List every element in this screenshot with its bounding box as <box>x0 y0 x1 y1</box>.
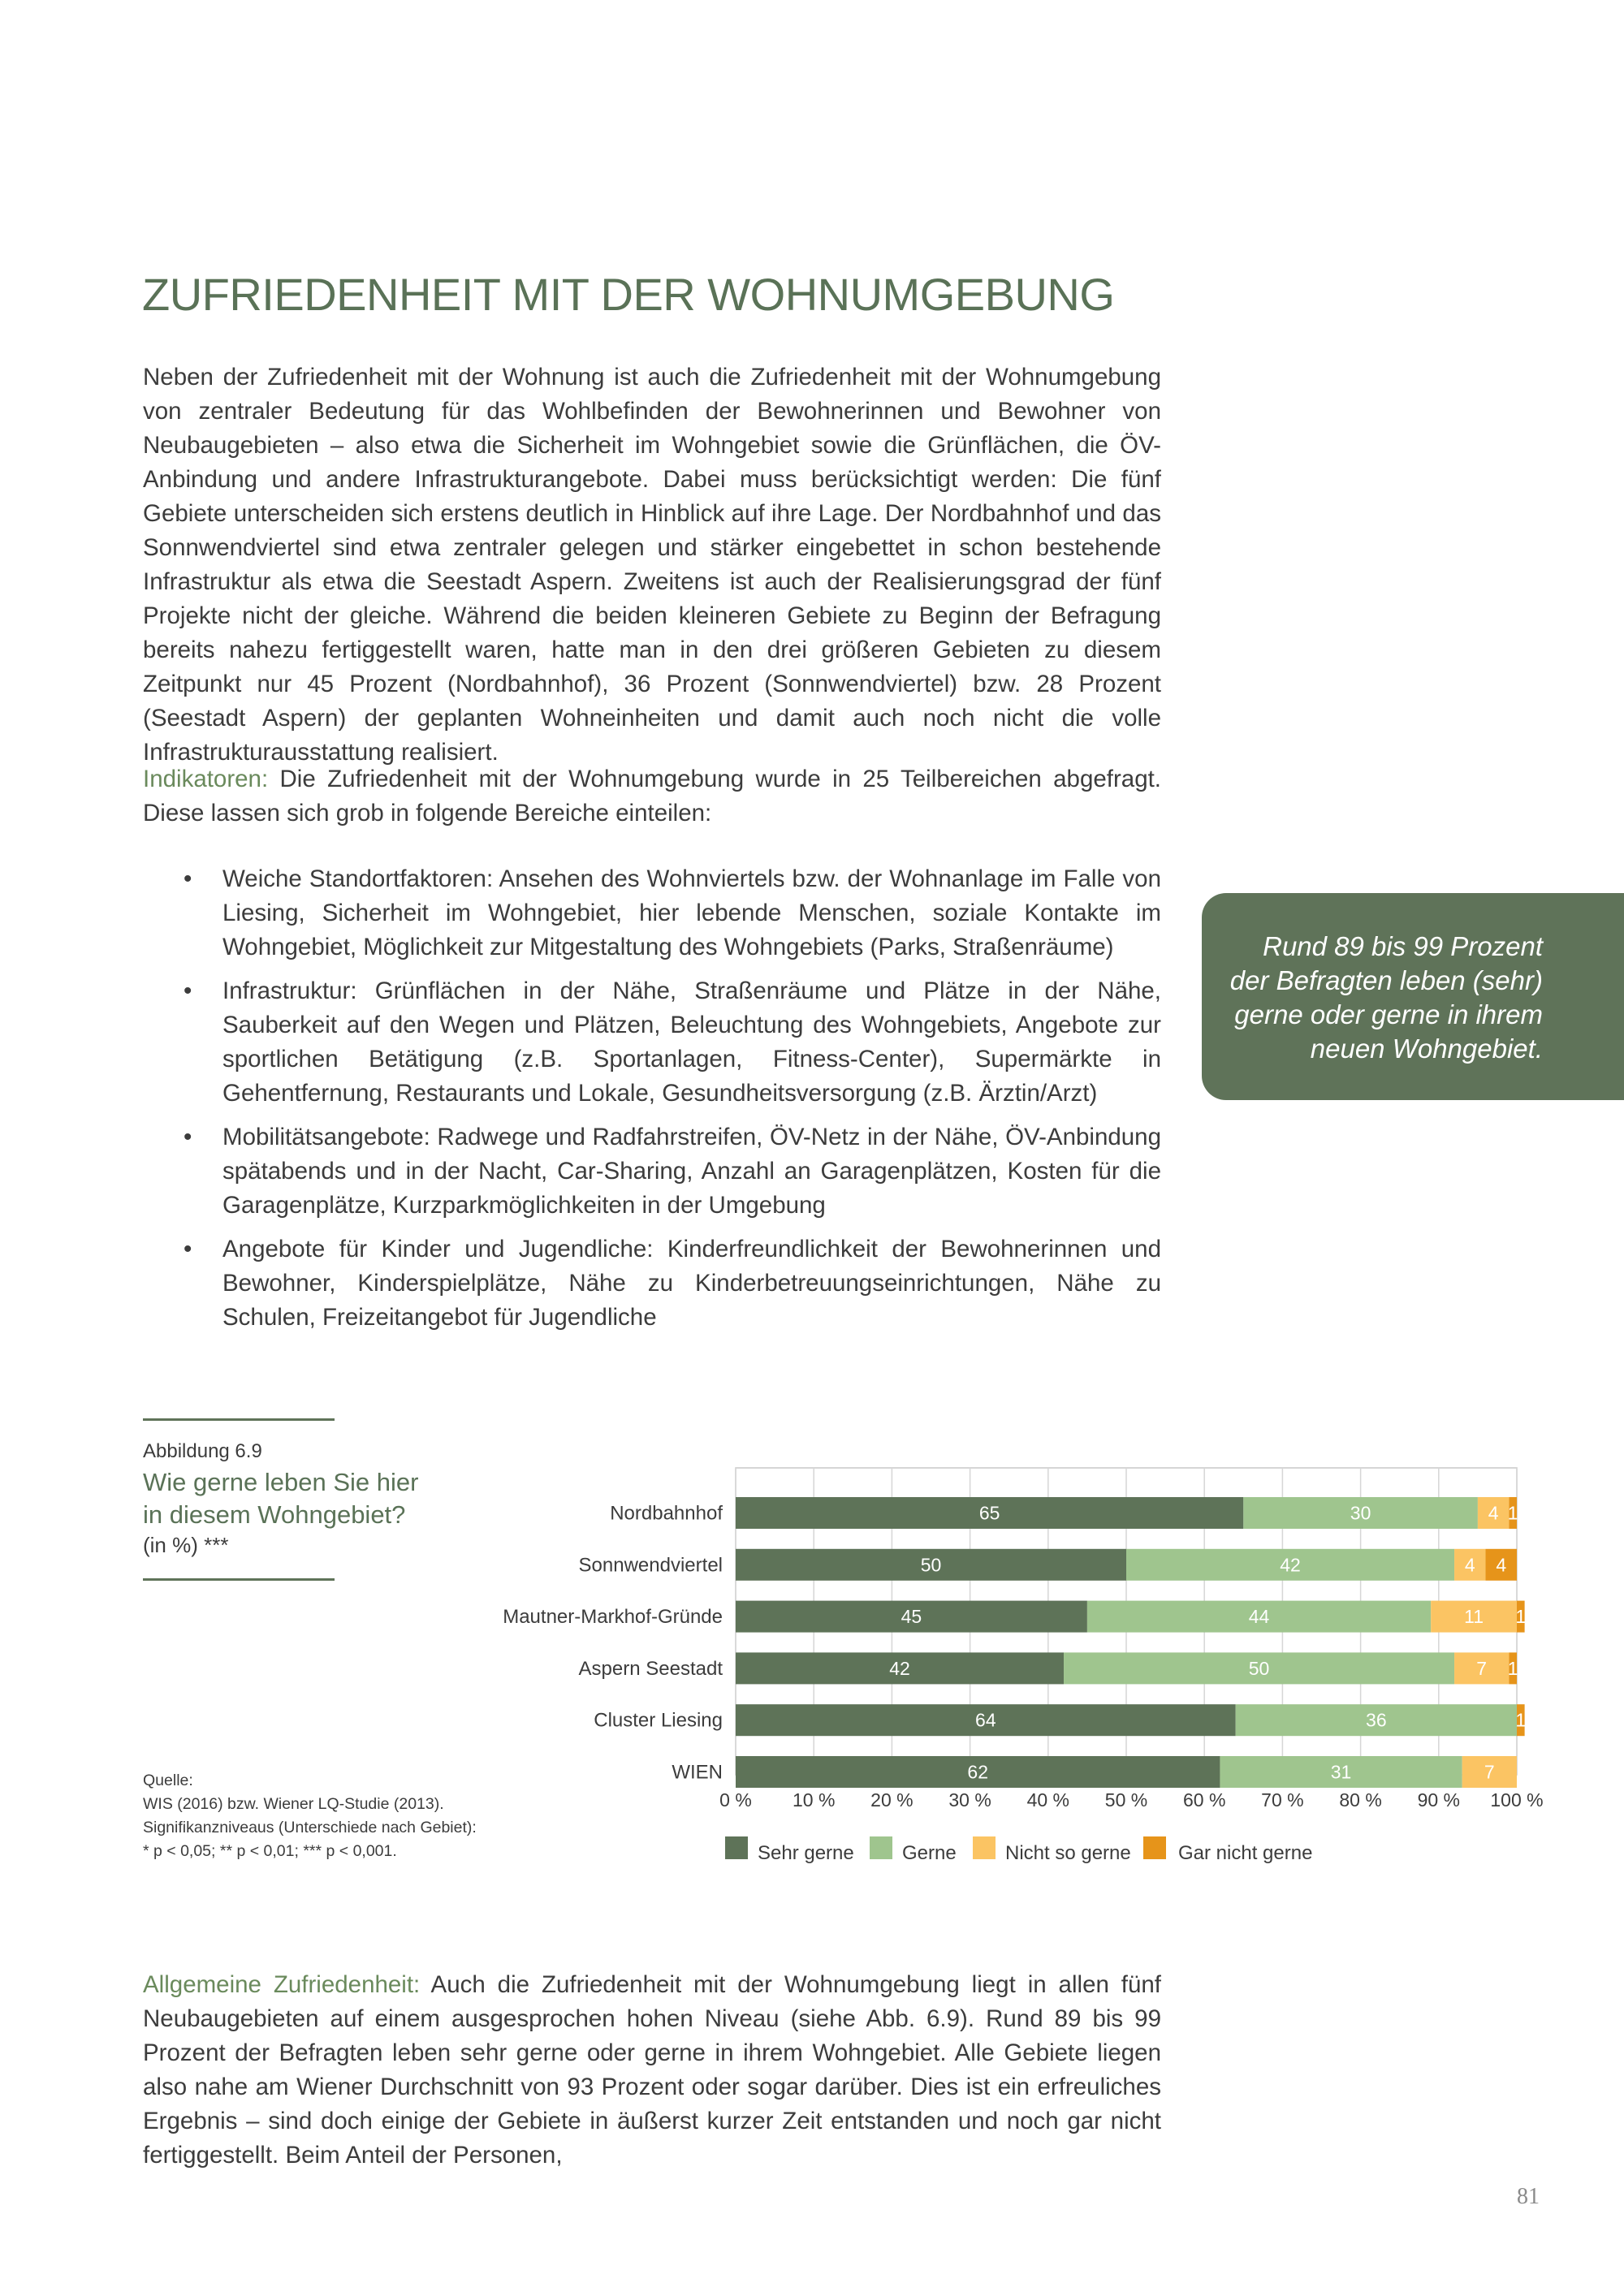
legend-swatch <box>725 1836 748 1859</box>
x-tick-label: 60 % <box>1182 1789 1226 1810</box>
data-label: 36 <box>1366 1709 1387 1731</box>
data-label: 50 <box>920 1554 942 1576</box>
data-label: 4 <box>1488 1502 1499 1524</box>
data-label: 31 <box>1330 1761 1352 1783</box>
category-label: Sonnwendviertel <box>578 1554 723 1577</box>
category-label: Cluster Liesing <box>594 1709 723 1732</box>
data-label: 62 <box>967 1761 989 1783</box>
page-number: 81 <box>1517 2184 1540 2209</box>
legend-swatch <box>1143 1836 1166 1859</box>
category-label: Nordbahnhof <box>610 1502 723 1525</box>
data-label: 42 <box>1280 1554 1301 1576</box>
data-label: 45 <box>901 1606 922 1628</box>
category-label: Mautner-Markhof-Gründe <box>503 1606 723 1629</box>
indicators-label: Indikatoren: <box>143 766 269 792</box>
chart-legend <box>725 1836 1312 1864</box>
x-tick-label: 80 % <box>1339 1789 1382 1810</box>
data-label: 1 <box>1507 1502 1518 1524</box>
x-tick-label: 30 % <box>948 1789 991 1810</box>
x-tick-label: 40 % <box>1026 1789 1070 1810</box>
data-label: 42 <box>889 1657 910 1679</box>
data-label: 4 <box>1496 1554 1507 1576</box>
chart-labels <box>889 1503 1526 1783</box>
indicators-text: Die Zufriedenheit mit der Wohnumgebung wurde in 25 Teilbereichen abgefragt. Diese lassen sich grob in folgende Bereiche einteilen: <box>143 766 1161 826</box>
source-line: WIS (2016) bzw. Wiener LQ-Studie (2013). <box>143 1795 444 1813</box>
list-item: • Angebote für Kinder und Jugendliche: Kinderfreundlichkeit der Bewohnerinnen und Bewohner, Kinderspielplätze, Nähe zu Kinderbetreuungseinrichtungen, Nähe zu Schulen, Freizeitangebot für Jugendliche <box>143 1232 1161 1335</box>
figure-number: Abbildung 6.9 <box>143 1440 262 1462</box>
figure-title: Wie gerne leben Sie hier in diesem Wohngebiet? <box>143 1468 419 1529</box>
data-label: 1 <box>1507 1657 1518 1679</box>
section-title: ZUFRIEDENHEIT MIT DER WOHNUMGEBUNG <box>142 269 1115 320</box>
legend-label: Gar nicht gerne <box>1178 1842 1313 1864</box>
list-item: • Infrastruktur: Grünflächen in der Nähe, Straßenräume und Plätze in der Nähe, Sauberkeit auf den Wegen und Plätzen, Beleuchtung des Wohngebiets, Angebote zur sportlichen Betätigung (z.B. Sportanlagen, Fitness-Center), Supermärkte in Gehentfernung, Restaurants und Lokale, Gesundheitsversorgung (z.B. Ärztin/Arzt) <box>143 974 1161 1111</box>
category-label: Aspern Seestadt <box>578 1657 723 1680</box>
data-label: 1 <box>1515 1709 1527 1731</box>
data-label: 50 <box>1248 1657 1270 1679</box>
legend-label: Sehr gerne <box>758 1842 854 1864</box>
data-label: 65 <box>978 1502 1000 1524</box>
callout-text: Rund 89 bis 99 Prozent der Befragten leben (sehr) gerne oder gerne in ihrem neuen Wohngebiet. <box>1229 931 1543 1064</box>
source-line: * p < 0,05; ** p < 0,01; *** p < 0,001. <box>143 1842 397 1860</box>
legend-label: Nicht so gerne <box>1005 1842 1131 1864</box>
source-line: Signifikanzniveaus (Unterschiede nach Gebiet): <box>143 1819 477 1836</box>
data-label: 11 <box>1464 1606 1484 1628</box>
closing-label: Allgemeine Zufriedenheit: <box>143 1971 421 1998</box>
data-label: 64 <box>975 1709 996 1731</box>
source-label: Quelle: <box>143 1772 193 1789</box>
chart-bars <box>736 1497 1525 1788</box>
x-tick-label: 90 % <box>1417 1789 1461 1810</box>
x-tick-label: 50 % <box>1104 1789 1148 1810</box>
x-tick-label: 100 % <box>1490 1789 1544 1810</box>
x-tick-label: 70 % <box>1261 1789 1304 1810</box>
category-label: WIEN <box>672 1761 723 1784</box>
data-label: 1 <box>1515 1606 1527 1628</box>
x-tick-label: 0 % <box>719 1789 752 1810</box>
data-label: 30 <box>1350 1502 1371 1524</box>
intro-paragraph: Neben der Zufriedenheit mit der Wohnung ist auch die Zufriedenheit mit der Wohnumgebung von zentraler Bedeutung für das Wohlbefinden der Bewohnerinnen und Bewohner von Neubaugebieten – also etwa die Sicherheit im Wohngebiet sowie die Grünflächen, die ÖV-Anbindung und andere Infrastrukturangebote. Dabei muss berücksichtigt werden: Die fünf Gebiete unterscheiden sich erstens deutlich in Hinblick auf ihre Lage. Der Nordbahnhof und das Sonnwendviertel sind etwa zentraler gelegen und stärker eingebettet in schon bestehende Infrastruktur als etwa die Seestadt Aspern. Zweitens ist auch der Realisierungsgrad der fünf Projekte nicht der gleiche. Während die beiden kleineren Gebiete zu Beginn der Befragung bereits nahezu fertiggestellt waren, hatte man in den drei größeren Gebieten zu diesem Zeitpunkt nur 45 Prozent (Nordbahnhof), 36 Prozent (Sonnwendviertel) bzw. 28 Prozent (Seestadt Aspern) der geplanten Wohneinheiten und damit auch noch nicht die volle Infrastrukturausstattung realisiert. <box>143 364 1161 766</box>
data-label: 4 <box>1464 1554 1475 1576</box>
data-label: 7 <box>1484 1761 1495 1783</box>
legend-label: Gerne <box>902 1842 957 1864</box>
data-label: 44 <box>1248 1606 1270 1628</box>
legend-swatch <box>973 1836 996 1859</box>
x-tick-label: 10 % <box>792 1789 836 1810</box>
figure-subtitle: (in %) *** <box>143 1533 229 1557</box>
x-tick-label: 20 % <box>870 1789 914 1810</box>
closing-text: Auch die Zufriedenheit mit der Wohnumgebung liegt in allen fünf Neubaugebieten auf einem ausgesprochen hohen Niveau (siehe Abb. 6.9). Rund 89 bis 99 Prozent der Befragten leben sehr gerne oder gerne in ihrem Wohngebiet. Alle Gebiete liegen also nahe am Wiener Durchschnitt von 93 Prozent oder sogar darüber. Dies ist ein erfreuliches Ergebnis – sind doch einige der Gebiete in äußerst kurzer Zeit entstanden und noch gar nicht fertiggestellt. Beim Anteil der Personen, <box>143 1971 1161 2169</box>
legend-swatch <box>870 1836 892 1859</box>
data-label: 7 <box>1476 1657 1488 1679</box>
list-item: • Mobilitätsangebote: Radwege und Radfahrstreifen, ÖV-Netz in der Nähe, ÖV-Anbindung spätabends und in der Nacht, Car-Sharing, Anzahl an Garagenplätzen, Kosten für die Garagenplätze, Kurzparkmöglichkeiten in der Umgebung <box>143 1120 1161 1223</box>
list-item: • Weiche Standortfaktoren: Ansehen des Wohnviertels bzw. der Wohnanlage im Falle von Liesing, Sicherheit im Wohngebiet, hier lebende Menschen, soziale Kontakte im Wohngebiet, Möglichkeit zur Mitgestaltung des Wohngebiets (Parks, Straßenräume) <box>143 862 1161 965</box>
closing-paragraph <box>143 1968 1161 2173</box>
